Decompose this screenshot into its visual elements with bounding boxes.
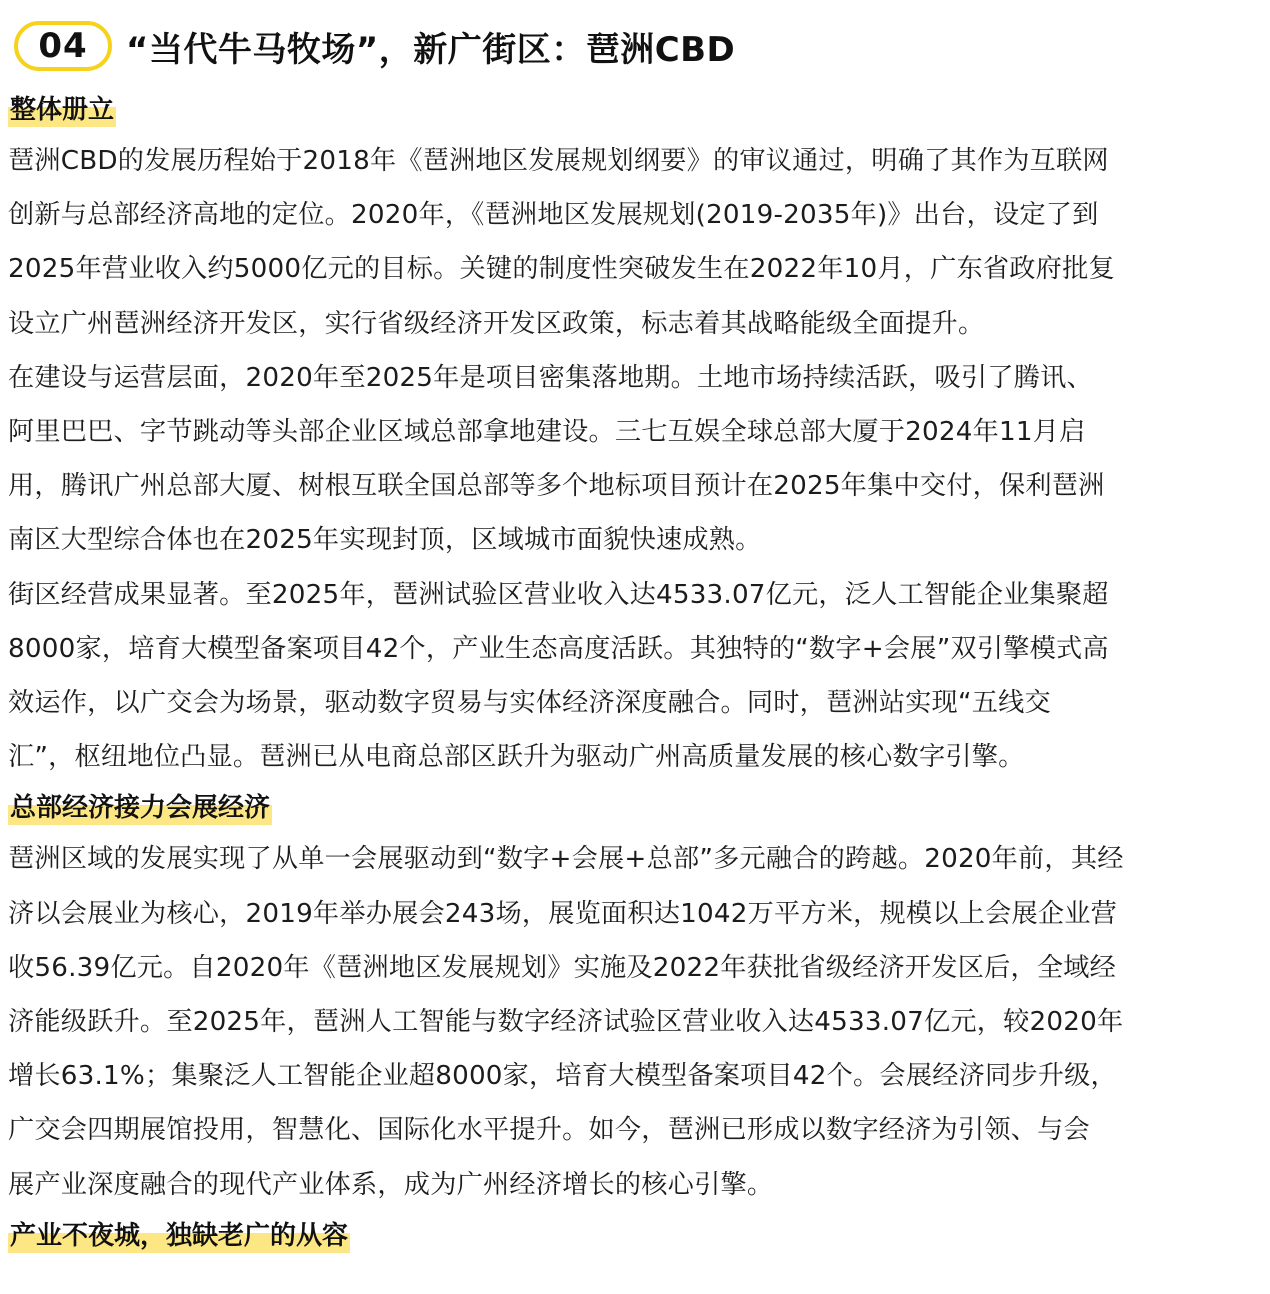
paragraph-line: 琶洲CBD的发展历程始于2018年《琶洲地区发展规划纲要》的审议通过，明确了其作为互联网 (8, 146, 1109, 176)
paragraph-line: 广交会四期展馆投用，智慧化、国际化水平提升。如今，琶洲已形成以数字经济为引领、与会 (8, 1115, 1090, 1146)
paragraph-line: 效运作，以广交会为场景，驱动数字贸易与实体经济深度融合。同时，琶洲站实现“五线交 (8, 688, 1051, 719)
section-heading-row (8, 784, 1256, 832)
page-title: “当代牛马牧场”，新广街区：琶洲CBD (126, 29, 736, 70)
paragraph-line: 济能级跃升。至2025年，琶洲人工智能与数字经济试验区营业收入达4533.07亿元，较2020年 (8, 1007, 1124, 1038)
paragraph-line: 创新与总部经济高地的定位。2020年，《琶洲地区发展规划(2019-2035年)》出台，设定了到 (8, 200, 1099, 231)
paragraph-line: 在建设与运营层面，2020年至2025年是项目密集落地期。土地市场持续活跃，吸引了腾讯、 (8, 362, 1093, 393)
paragraph-line: 济以会展业为核心，2019年举办展会243场，展览面积达1042万平方米，规模以上会展企业营 (8, 898, 1118, 929)
title-row (8, 10, 1256, 82)
section-heading: 整体册立 (8, 90, 116, 130)
paragraph-line: 8000家，培育大模型备案项目42个，产业生态高度活跃。其独特的“数字+会展”双引擎模式高 (8, 633, 1109, 664)
article-body (8, 86, 1256, 1260)
paragraph-line: 阿里巴巴、字节跳动等头部企业区域总部拿地建设。三七互娱全球总部大厦于2024年11月启 (8, 417, 1086, 448)
paragraph-line: 收56.39亿元。自2020年《琶洲地区发展规划》实施及2022年获批省级经济开发区后，全域经 (8, 952, 1117, 983)
paragraph-line: 增长63.1%；集聚泛人工智能企业超8000家，培育大模型备案项目42个。会展经济同步升级， (8, 1061, 1117, 1092)
paragraph (8, 351, 1256, 568)
paragraph (8, 568, 1256, 785)
section-heading-row (8, 86, 1256, 134)
section-heading-row (8, 1212, 1256, 1260)
section-number-badge: 04 (14, 21, 112, 71)
paragraph-line: 汇”，枢纽地位凸显。琶洲已从电商总部区跃升为驱动广州高质量发展的核心数字引擎。 (8, 742, 1025, 773)
paragraph-line: 用，腾讯广州总部大厦、树根互联全国总部等多个地标项目预计在2025年集中交付，保利琶洲 (8, 471, 1105, 502)
paragraph-line: 设立广州琶洲经济开发区，实行省级经济开发区政策，标志着其战略能级全面提升。 (8, 308, 985, 339)
paragraph-line: 2025年营业收入约5000亿元的目标。关键的制度性突破发生在2022年10月，广东省政府批复 (8, 254, 1115, 285)
paragraph-line: 展产业深度融合的现代产业体系，成为广州经济增长的核心引擎。 (8, 1169, 774, 1200)
paragraph (8, 134, 1256, 351)
paragraph-line: 南区大型综合体也在2025年实现封顶，区域城市面貌快速成熟。 (8, 525, 762, 556)
paragraph (8, 832, 1256, 1211)
paragraph-line: 街区经营成果显著。至2025年，琶洲试验区营业收入达4533.07亿元，泛人工智能企业集聚超 (8, 579, 1109, 610)
section-heading: 总部经济接力会展经济 (8, 788, 272, 828)
section-heading: 产业不夜城，独缺老广的从容 (8, 1216, 350, 1256)
paragraph-line: 琶洲区域的发展实现了从单一会展驱动到“数字+会展+总部”多元融合的跨越。2020年前，其经 (8, 844, 1124, 875)
